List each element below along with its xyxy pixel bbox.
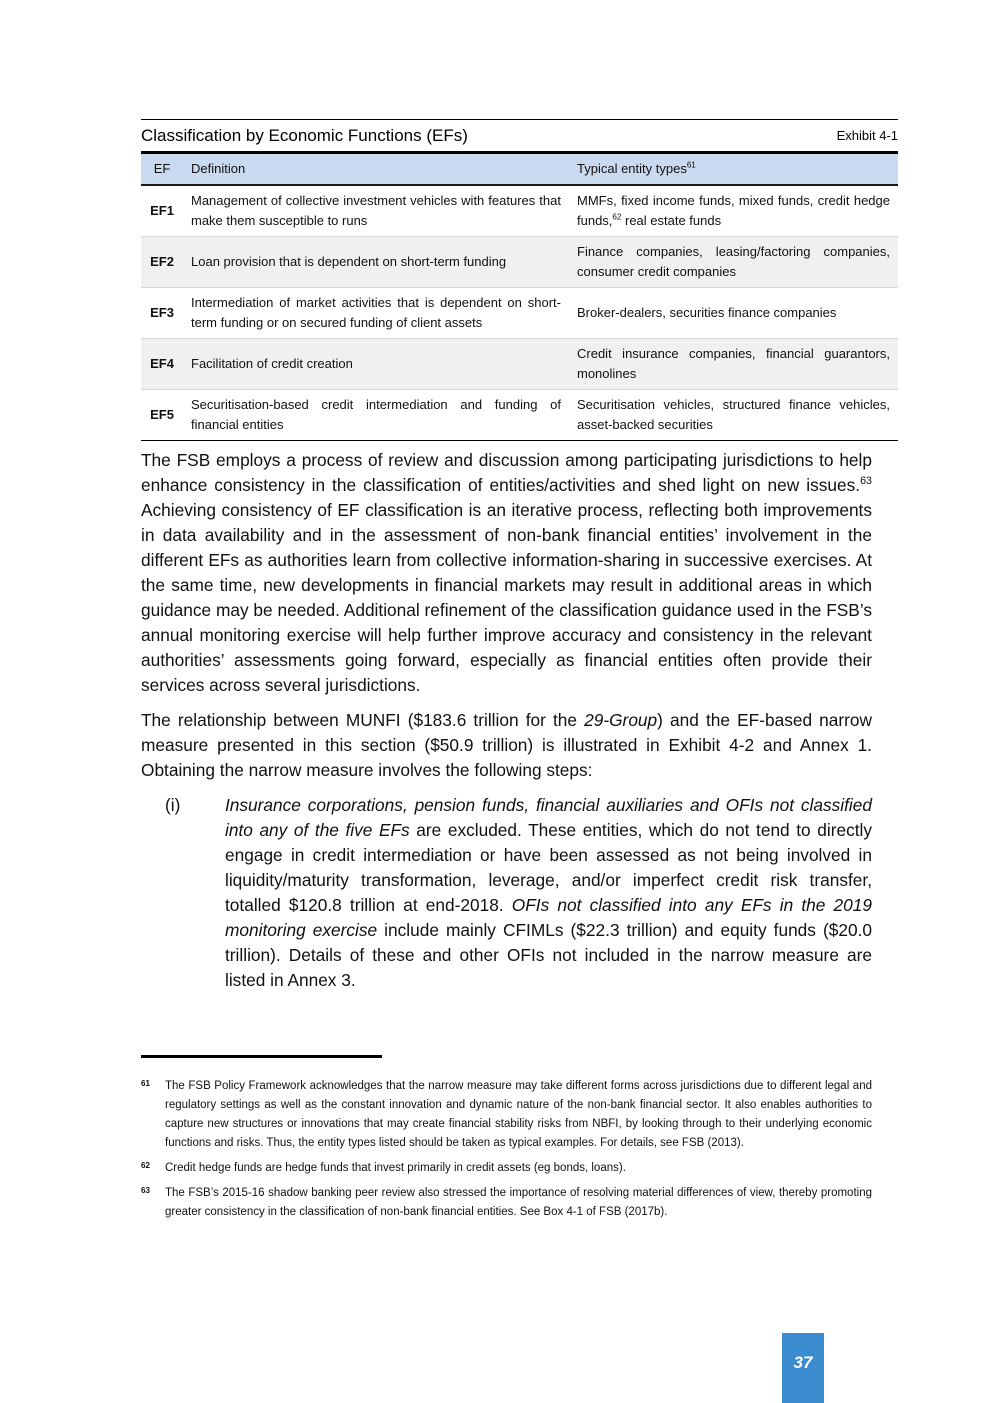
- ef-definition: Securitisation-based credit intermediation and funding of financial entities: [183, 390, 569, 441]
- col-header-definition: Definition: [183, 154, 569, 185]
- list-item-emphasis: Insurance corporations, pension funds, financial auxiliaries and OFIs not classified into any of the five EFs: [225, 795, 872, 840]
- paragraph-2: [141, 708, 872, 783]
- footnote-ref: 61: [686, 160, 696, 170]
- ef-entity-types: Securitisation vehicles, structured finance vehicles, asset-backed securities: [569, 390, 898, 441]
- ef-code: EF2: [141, 237, 183, 288]
- paragraph-1-text: The FSB employs a process of review and discussion among participating jurisdictions to help enhance consistency in the classification of entities/activities and shed light on new issues.: [141, 450, 872, 495]
- page-number: 37: [782, 1333, 824, 1403]
- paragraph-1: [141, 448, 872, 698]
- col-header-types-label: Typical entity types: [577, 161, 687, 176]
- ef-entity-types: Finance companies, leasing/factoring companies, consumer credit companies: [569, 237, 898, 288]
- paragraph-2-emphasis: 29-Group: [584, 710, 658, 730]
- list-item-body-2: include mainly CFIMLs ($22.3 trillion) and equity funds ($20.0 trillion). Details of these and other OFIs not included in the narrow measure are listed in Annex 3.: [225, 920, 872, 990]
- col-header-ef: EF: [141, 154, 183, 185]
- list-item: [141, 793, 872, 993]
- ef-code: EF5: [141, 390, 183, 441]
- paragraph-1-text-cont: Achieving consistency of EF classification is an iterative process, reflecting both improvements in data availability and in the assessment of non-bank financial entities’ involvement in the different EFs as authorities learn from collective information-sharing in successive exercises. At the same time, new developments in financial markets may result in additional areas in which guidance may be needed. Additional refinement of the classification guidance used in the FSB’s annual monitoring exercise will help further improve accuracy and consistency in the relevant authorities’ assessments going forward, especially as financial entities often provide their services across several jurisdictions.: [141, 500, 872, 695]
- ef-definition: Facilitation of credit creation: [183, 339, 569, 390]
- ef-definition: Loan provision that is dependent on short-term funding: [183, 237, 569, 288]
- body-text: [141, 448, 872, 993]
- exhibit-number: Exhibit 4-1: [836, 128, 898, 143]
- footnote-text: The FSB’s 2015-16 shadow banking peer review also stressed the importance of resolving material differences of view, thereby promoting greater consistency in the classification of non-bank financial entities. See Box 4-1 of FSB (2017b).: [165, 1187, 872, 1218]
- footnote: [141, 1077, 872, 1153]
- table-row: [141, 339, 898, 390]
- footnote-ref: 63: [860, 475, 872, 488]
- table-row: [141, 237, 898, 288]
- footnote-ref: 62: [612, 212, 622, 222]
- footnote: [141, 1184, 872, 1222]
- ef-code: EF4: [141, 339, 183, 390]
- exhibit-header: [141, 119, 898, 154]
- list-item-emphasis-2: OFIs not classified into any EFs in the 2019 monitoring exercise: [225, 895, 872, 940]
- paragraph-2-text-cont: ) and the EF-based narrow measure presented in this section ($50.9 trillion) is illustrated in Exhibit 4-2 and Annex 1. Obtaining the narrow measure involves the following steps:: [141, 710, 873, 780]
- paragraph-2-text: The relationship between MUNFI ($183.6 trillion for the: [141, 710, 585, 730]
- ef-types-text: MMFs, fixed income funds, mixed funds, credit hedge funds,: [577, 193, 890, 228]
- ef-types-text-cont: real estate funds: [621, 213, 722, 228]
- ef-entity-types: [569, 185, 898, 237]
- footnote-divider: [141, 1055, 382, 1058]
- footnote-number: 61: [141, 1079, 150, 1088]
- footnote-text: The FSB Policy Framework acknowledges that the narrow measure may take different forms across jurisdictions due to different legal and regulatory settings as well as the constant innovation and dynamic nature of the non-bank financial sector. It also enables authorities to capture new structures or innovations that may create financial stability risks from NBFI, by looking through to their underlying economic functions and risks. Thus, the entity types listed should be taken as typical examples. For details, see FSB (2013).: [165, 1080, 872, 1149]
- ef-entity-types: Credit insurance companies, financial guarantors, monolines: [569, 339, 898, 390]
- ef-definition: Management of collective investment vehicles with features that make them susceptible to runs: [191, 193, 561, 228]
- ef-table: [141, 154, 898, 441]
- ef-code: EF3: [141, 288, 183, 339]
- ef-entity-types: Broker-dealers, securities finance companies: [569, 288, 898, 339]
- table-row: [141, 390, 898, 441]
- col-header-types: [569, 154, 898, 185]
- list-item-text: [225, 793, 872, 993]
- table-row: [141, 185, 898, 237]
- table-header-row: [141, 154, 898, 185]
- ef-definition: Intermediation of market activities that is dependent on short-term funding or on secured funding of client assets: [183, 288, 569, 339]
- footnotes: [141, 1077, 872, 1228]
- list-item-number: (i): [165, 795, 181, 815]
- table-row: [141, 288, 898, 339]
- exhibit-title: Classification by Economic Functions (EFs): [141, 125, 468, 145]
- footnote-number: 63: [141, 1186, 150, 1195]
- list-item-body: are excluded. These entities, which do not tend to directly engage in credit intermediation or have been assessed as not being involved in liquidity/maturity transformation, leverage, and/or imperfect credit risk transfer, totalled $120.8 trillion at end-2018.: [225, 820, 872, 915]
- ef-code: EF1: [150, 203, 174, 218]
- exhibit-4-1: [141, 119, 898, 441]
- footnote-number: 62: [141, 1161, 150, 1170]
- footnote-text: Credit hedge funds are hedge funds that invest primarily in credit assets (eg bonds, loans).: [165, 1162, 626, 1174]
- footnote: [141, 1159, 872, 1178]
